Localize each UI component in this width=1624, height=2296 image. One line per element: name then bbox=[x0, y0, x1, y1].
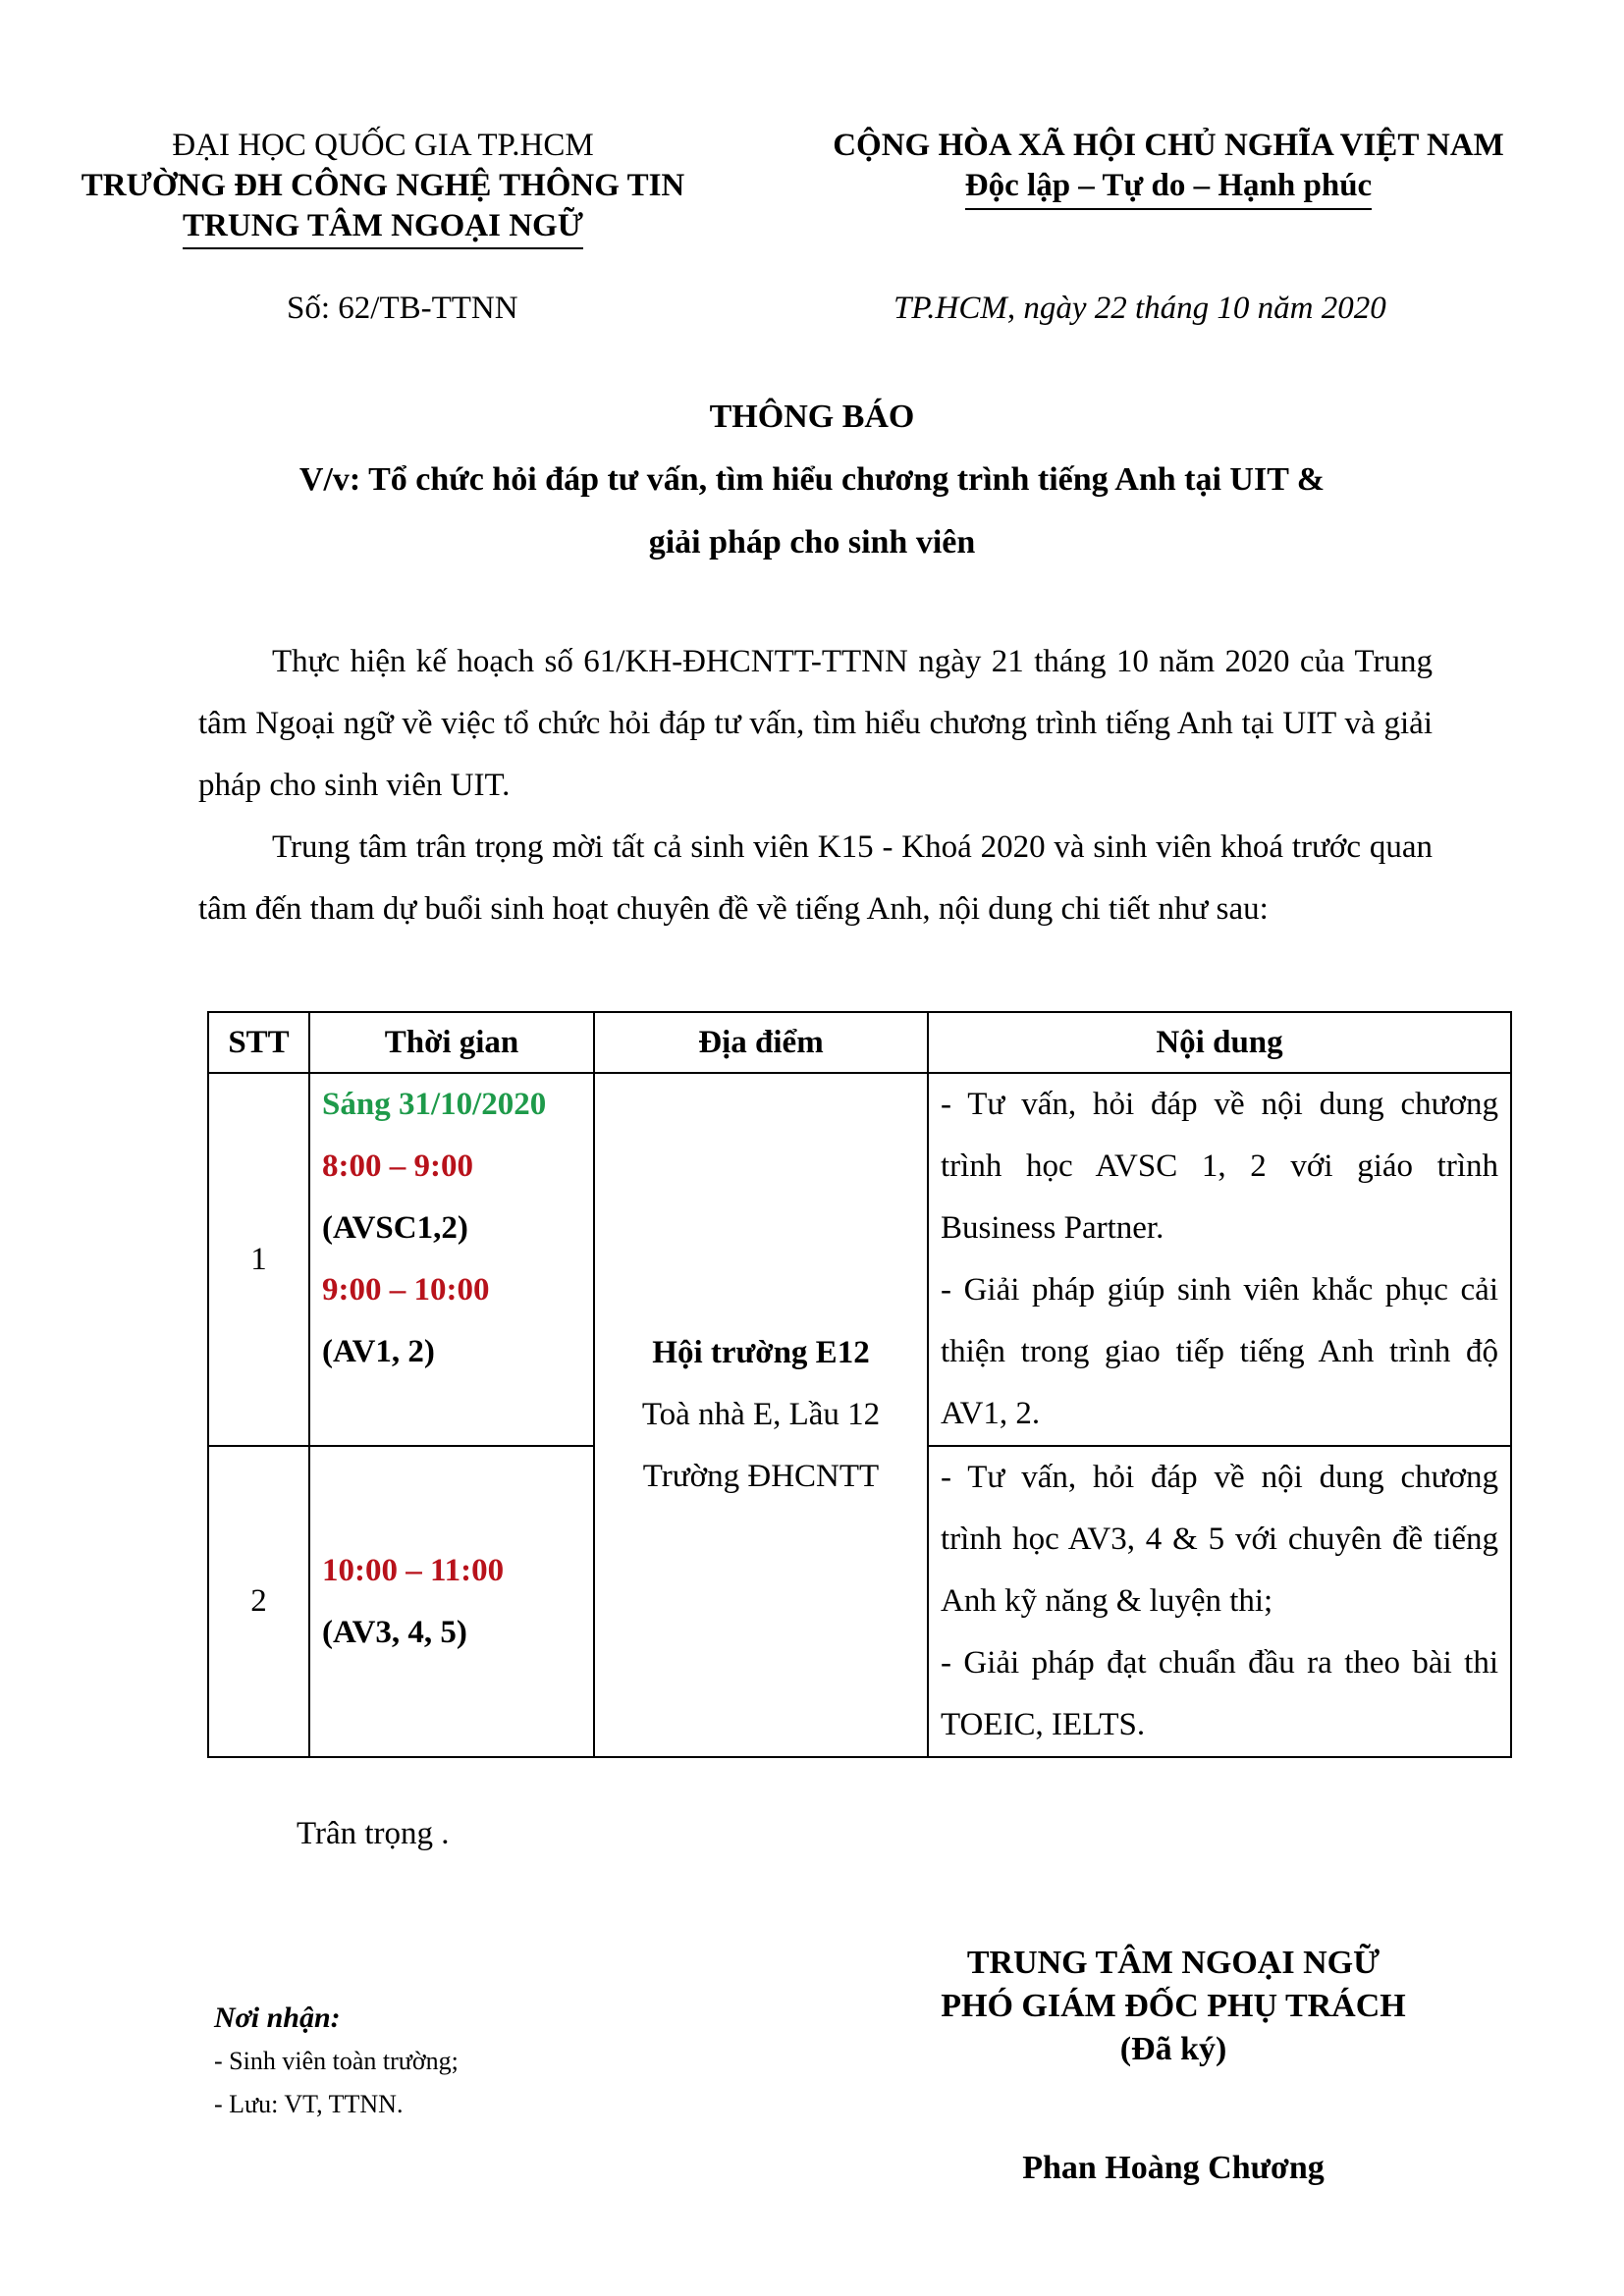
signer-name: Phan Hoàng Chương bbox=[1022, 2150, 1325, 2186]
signer-organization: TRUNG TÂM NGOẠI NGỮ bbox=[966, 1945, 1380, 1981]
paragraph-text: Trung tâm trân trọng mời tất cả sinh viên K15 - Khoá 2020 và sinh viên khoá trước quan tâm đến tham dự buổi sinh hoạt chuyên đề về tiếng Anh, nội dung chi tiết như sau: bbox=[198, 829, 1433, 927]
recipient-item: - Sinh viên toàn trường; bbox=[214, 2047, 459, 2075]
title-subject-line1: V/v: Tổ chức hỏi đáp tư vấn, tìm hiểu chương trình tiếng Anh tại UIT & bbox=[298, 461, 1326, 498]
recipients bbox=[214, 1997, 459, 2126]
org-university: ĐẠI HỌC QUỐC GIA TP.HCM bbox=[172, 128, 594, 163]
recipients-heading: Nơi nhận: bbox=[214, 2002, 341, 2034]
time-slot: 10:00 – 11:00 bbox=[322, 1552, 505, 1588]
table-row bbox=[208, 1073, 1511, 1446]
title-subject-line2: giải pháp cho sinh viên bbox=[648, 524, 976, 561]
header-time: Thời gian bbox=[309, 1012, 594, 1073]
schedule-table bbox=[207, 1011, 1510, 1752]
time-slot: 8:00 – 9:00 bbox=[322, 1148, 473, 1184]
row-time bbox=[309, 1073, 594, 1446]
header-stt: STT bbox=[208, 1012, 309, 1073]
document-date: TP.HCM, ngày 22 tháng 10 năm 2020 bbox=[893, 291, 1386, 326]
org-school: TRƯỜNG ĐH CÔNG NGHỆ THÔNG TIN bbox=[81, 168, 685, 203]
body-paragraph-1 bbox=[198, 631, 1433, 817]
signature-block bbox=[864, 1942, 1483, 2071]
row-stt: 2 bbox=[208, 1446, 309, 1757]
body-paragraph-2 bbox=[198, 817, 1433, 940]
document-number: Số: 62/TB-TTNN bbox=[287, 291, 518, 326]
course-level: (AVSC1,2) bbox=[322, 1210, 468, 1246]
content-item: - Giải pháp giúp sinh viên khắc phục cải thiện trong giao tiếp tiếng Anh trình độ AV1, 2. bbox=[941, 1272, 1498, 1431]
session-date: Sáng 31/10/2020 bbox=[322, 1087, 547, 1122]
motto: Độc lập – Tự do – Hạnh phúc bbox=[965, 166, 1372, 210]
country-name: CỘNG HÒA XÃ HỘI CHỦ NGHĨA VIỆT NAM bbox=[833, 128, 1504, 163]
location-building: Toà nhà E, Lầu 12 bbox=[641, 1397, 881, 1432]
table-header-row bbox=[208, 1012, 1511, 1073]
content-item: - Tư vấn, hỏi đáp về nội dung chương trình học AVSC 1, 2 với giáo trình Business Partner. bbox=[941, 1087, 1498, 1246]
row-time bbox=[309, 1446, 594, 1757]
location-name: Hội trường E12 bbox=[652, 1335, 870, 1370]
closing-remark: Trân trọng . bbox=[297, 1816, 450, 1851]
paragraph-text: Thực hiện kế hoạch số 61/KH-ĐHCNTT-TTNN ngày 21 tháng 10 năm 2020 của Trung tâm Ngoại ngữ về việc tổ chức hỏi đáp tư vấn, tìm hiểu chương trình tiếng Anh tại UIT và giải pháp cho sinh viên UIT. bbox=[198, 644, 1433, 803]
content-item: - Giải pháp đạt chuẩn đầu ra theo bài thi TOEIC, IELTS. bbox=[941, 1645, 1498, 1742]
org-center: TRUNG TÂM NGOẠI NGỮ bbox=[183, 206, 583, 249]
signed-note: (Đã ký) bbox=[1119, 2031, 1227, 2067]
location-cell bbox=[594, 1073, 928, 1757]
national-motto bbox=[766, 126, 1571, 210]
row-stt: 1 bbox=[208, 1073, 309, 1446]
signer-position: PHÓ GIÁM ĐỐC PHỤ TRÁCH bbox=[941, 1988, 1406, 2024]
time-slot: 9:00 – 10:00 bbox=[322, 1272, 490, 1308]
course-level: (AV3, 4, 5) bbox=[322, 1614, 467, 1650]
recipient-item: - Lưu: VT, TTNN. bbox=[214, 2090, 404, 2118]
header-location: Địa điểm bbox=[594, 1012, 928, 1073]
header-content: Nội dung bbox=[928, 1012, 1511, 1073]
location-school: Trường ĐHCNTT bbox=[642, 1459, 880, 1494]
document-title bbox=[0, 393, 1624, 581]
content-item: - Tư vấn, hỏi đáp về nội dung chương trình học AV3, 4 & 5 với chuyên đề tiếng Anh kỹ năng & luyện thi; bbox=[941, 1460, 1498, 1619]
title-main: THÔNG BÁO bbox=[709, 399, 915, 435]
row-content bbox=[928, 1446, 1511, 1757]
issuing-organization bbox=[59, 126, 707, 249]
course-level: (AV1, 2) bbox=[322, 1334, 435, 1369]
row-content bbox=[928, 1073, 1511, 1446]
